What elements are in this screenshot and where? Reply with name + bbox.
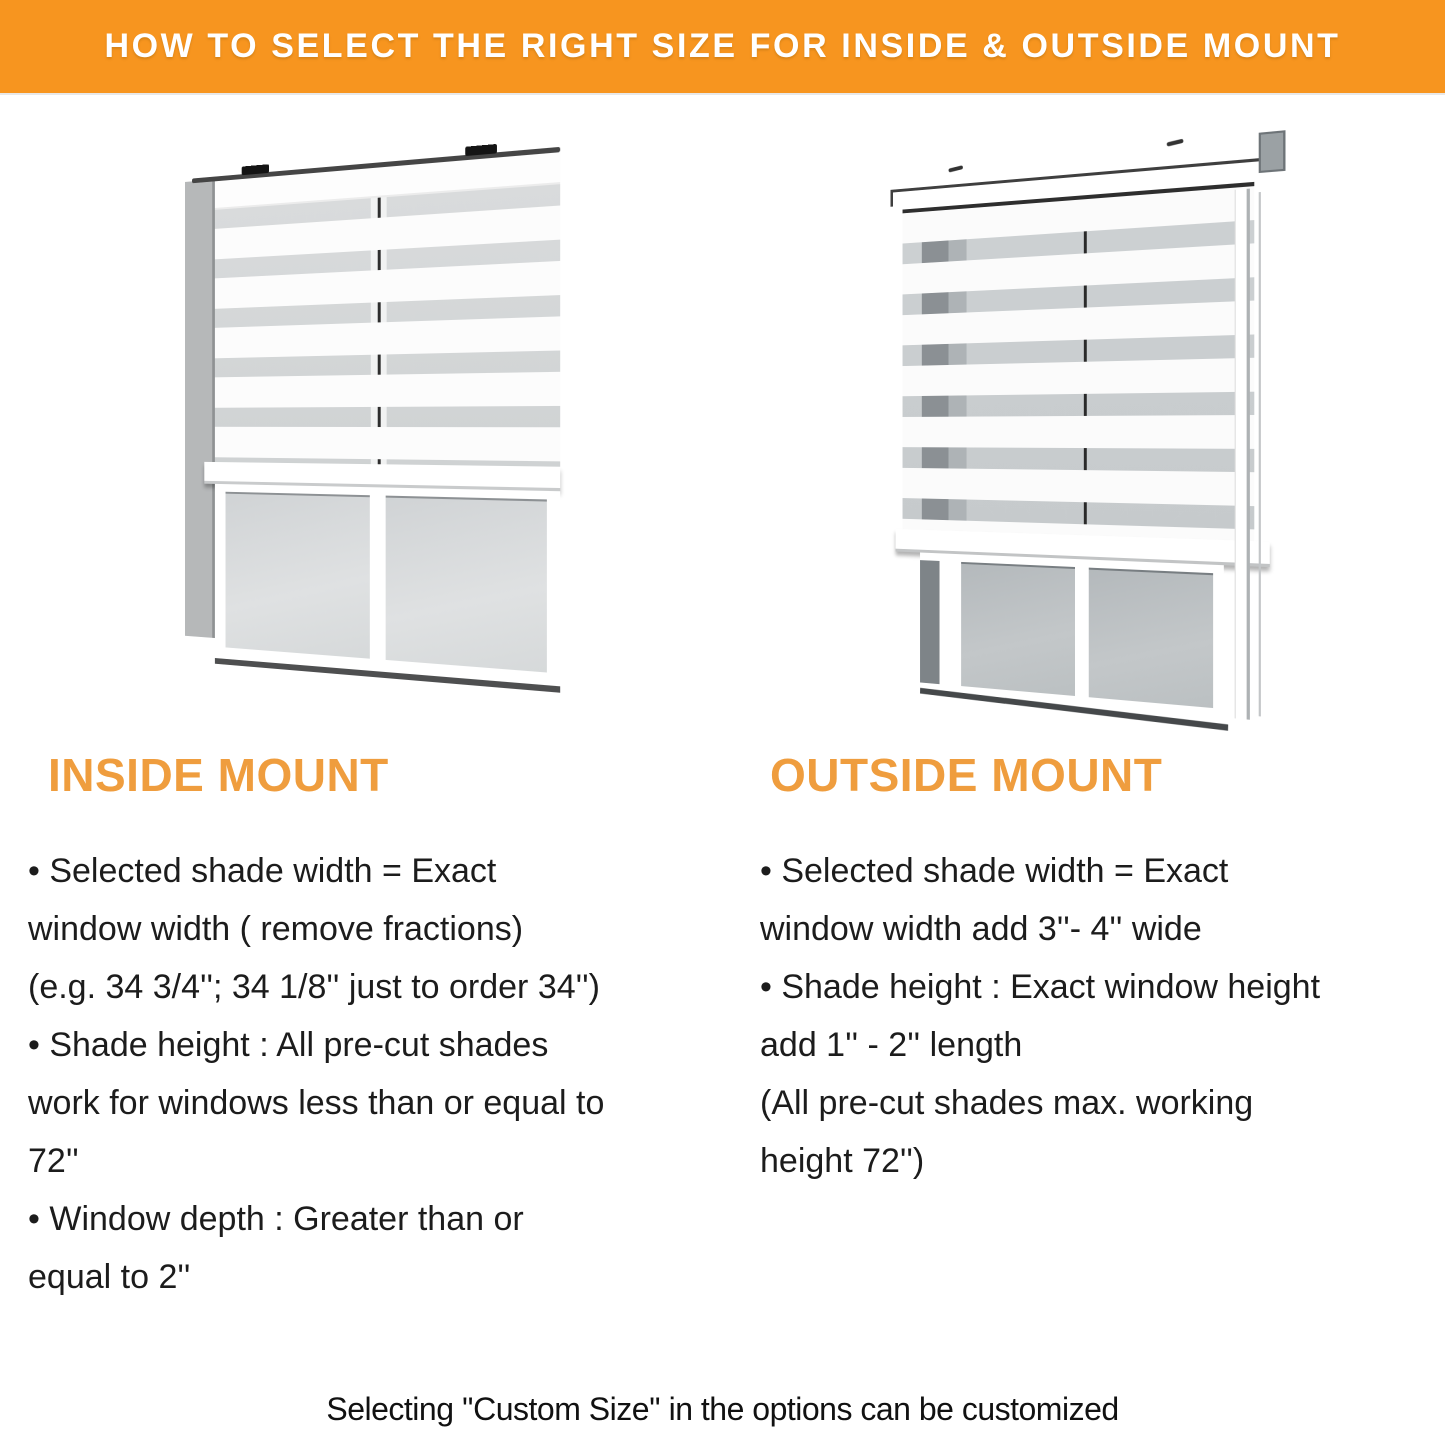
header-banner xyxy=(0,0,1445,95)
mount-bracket-icon xyxy=(465,144,497,156)
outside-mount-heading: OUTSIDE MOUNT xyxy=(770,749,1163,801)
instruction-line: window width ( remove fractions) xyxy=(28,910,524,948)
instruction-line: (All pre-cut shades max. working xyxy=(760,1084,1254,1122)
inside-mount-illustration xyxy=(158,150,578,735)
bracket-endcap xyxy=(1259,130,1286,173)
instruction-line: (e.g. 34 3/4''; 34 1/8'' just to order 34'') xyxy=(28,968,600,1006)
zebra-shade-stripes xyxy=(215,184,560,467)
mount-bracket-icon xyxy=(242,164,269,175)
instruction-line: equal to 2'' xyxy=(28,1258,191,1296)
outside-mount-instructions xyxy=(760,842,1440,1190)
blind-side-edge xyxy=(1235,189,1250,720)
instruction-line: • Shade height : Exact window height xyxy=(760,968,1321,1006)
outside-mount-illustration xyxy=(858,140,1294,740)
window-lower-sash xyxy=(215,484,560,686)
inside-mount-instructions xyxy=(28,842,718,1306)
window-jamb xyxy=(185,179,215,638)
page-title: HOW TO SELECT THE RIGHT SIZE FOR INSIDE & OUTSIDE MOUNT xyxy=(104,27,1341,65)
instruction-line: • Selected shade width = Exact xyxy=(760,852,1229,890)
inside-mount-heading: INSIDE MOUNT xyxy=(48,749,389,801)
wall-edge-line xyxy=(1259,192,1261,716)
instruction-line: • Selected shade width = Exact xyxy=(28,852,497,890)
window-behind-shade xyxy=(903,186,1255,541)
window-jamb xyxy=(920,560,939,684)
screw-icon xyxy=(1167,139,1184,147)
instruction-line: • Shade height : All pre-cut shades xyxy=(28,1026,549,1064)
glass-pane xyxy=(226,492,370,659)
screw-icon xyxy=(948,165,963,172)
instruction-line: window width add 3''- 4'' wide xyxy=(760,910,1202,948)
inside-mount-window xyxy=(185,147,560,699)
instruction-line: • Window depth : Greater than or xyxy=(28,1200,524,1238)
zebra-shade-stripes xyxy=(903,186,1255,541)
wall-bracket-end xyxy=(890,190,893,207)
instruction-line: height 72'') xyxy=(760,1142,925,1180)
glass-pane xyxy=(386,496,547,673)
window-glass-behind-shade xyxy=(215,184,560,467)
glass-pane xyxy=(961,562,1075,696)
outside-mount-window xyxy=(890,130,1285,736)
custom-size-note: Selecting ''Custom Size'' in the options can be customized xyxy=(326,1391,1119,1427)
glass-pane xyxy=(1089,568,1213,708)
instruction-line: add 1'' - 2'' length xyxy=(760,1026,1023,1064)
instruction-line: 72'' xyxy=(28,1142,79,1180)
instruction-line: work for windows less than or equal to xyxy=(28,1084,605,1122)
